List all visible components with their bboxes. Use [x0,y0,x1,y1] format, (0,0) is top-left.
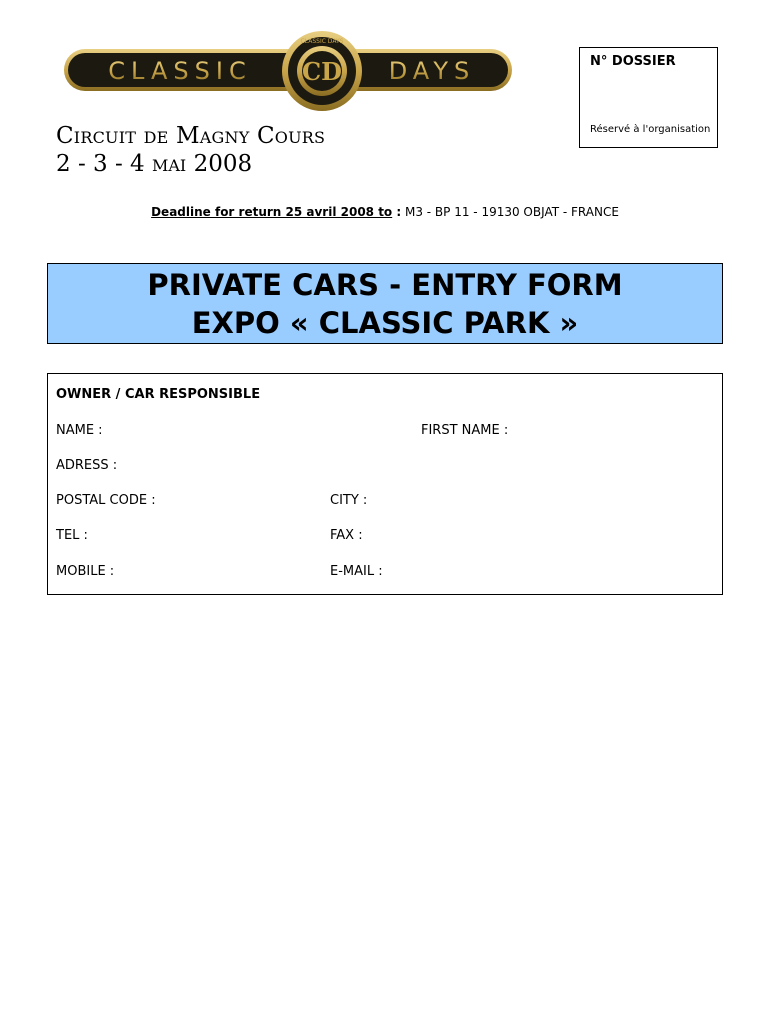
owner-section-title: OWNER / CAR RESPONSIBLE [56,387,261,402]
form-title-banner [47,263,723,344]
logo-emblem-letters: CD [302,57,342,86]
event-info [56,122,325,178]
fax-field[interactable]: FAX : [330,528,363,543]
deadline-lead: Deadline for return 25 avril 2008 to [151,205,393,219]
event-dates: 2 - 3 - 4 mai 2008 [56,151,253,177]
first-name-field[interactable]: FIRST NAME : [421,423,509,438]
mobile-field[interactable]: MOBILE : [56,564,115,579]
form-title-line1: PRIVATE CARS - ENTRY FORM [147,267,623,302]
email-field[interactable]: E-MAIL : [330,564,383,579]
deadline-line [0,205,770,219]
tel-field[interactable]: TEL : [56,528,88,543]
dossier-box [579,47,718,148]
dossier-note: Réservé à l'organisation [590,124,711,135]
logo-right-word: DAYS [388,57,476,85]
postal-code-field[interactable]: POSTAL CODE : [56,493,156,508]
form-title-line2: EXPO « CLASSIC PARK » [191,305,579,340]
logo-left-word: CLASSIC [108,57,252,85]
deadline-address: M3 - BP 11 - 19130 OBJAT - FRANCE [401,205,619,219]
address-field[interactable]: ADRESS : [56,458,118,473]
dossier-title: N° DOSSIER [590,54,676,69]
name-field[interactable]: NAME : [56,423,103,438]
deadline-colon: : [392,205,402,219]
classic-days-logo [62,30,514,112]
owner-section [47,373,723,595]
logo-emblem-ring-text: CLASSIC DAYS [300,38,344,45]
event-venue: Circuit de Magny Cours [56,123,326,149]
city-field[interactable]: CITY : [330,493,368,508]
